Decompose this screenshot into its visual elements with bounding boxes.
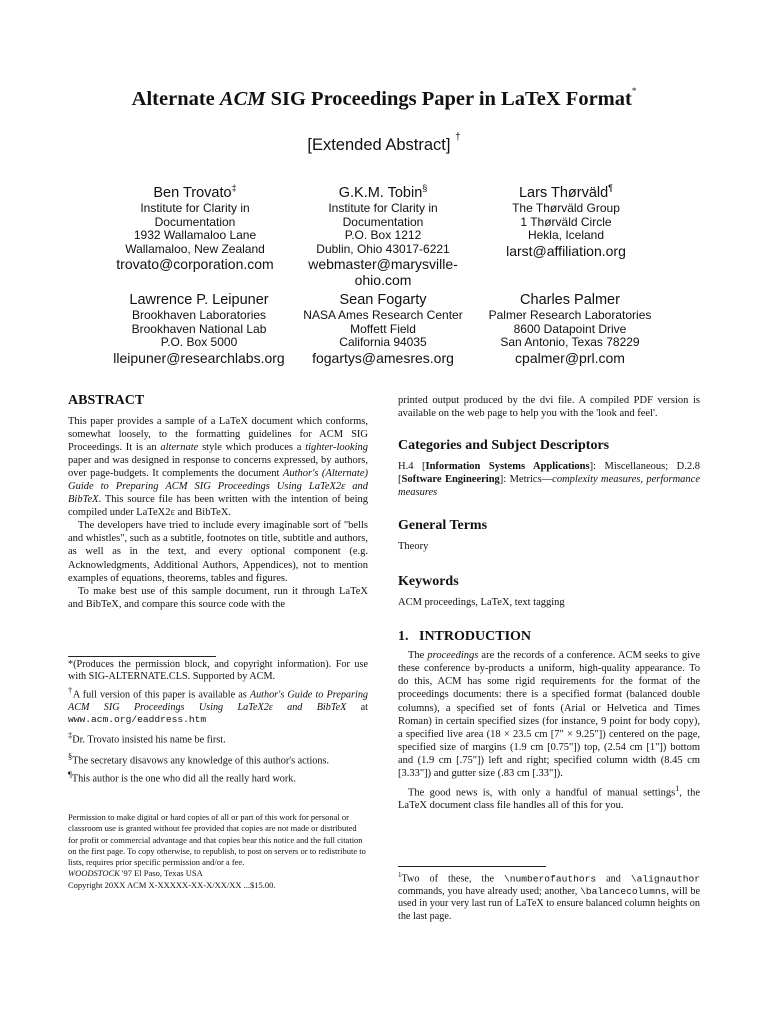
introduction-paragraph: The good news is, with only a handful of manual settings$^1$, the LaTeX document class file handles all of this for you.	[398, 783, 700, 812]
general-terms-heading: General Terms	[398, 518, 488, 534]
author-affiliation: Institute for Clarity in Documentation 1932 Wallamaloo Lane Wallamaloo, New Zealand	[125, 201, 265, 256]
author-name: Sean Fogarty	[339, 292, 427, 308]
footnote: $^1$Two of these, the \numberofauthors and \alignauthor commands, you have already used; another, \balancecolumns, will be used in your very last run of LaTeX to ensure balanced column heights on the last page.	[398, 871, 700, 922]
author-name: G.K.M. Tobin§	[338, 183, 428, 201]
footnote: ¶This author is the one who did all the really hard work.	[68, 769, 296, 785]
abstract-paragraph: This paper provides a sample of a LaTeX document which conforms, somewhat loosely, to the formatting guidelines for ACM SIG Proceedings. It is an alternate style which produces a tighter-looking paper and was designed in response to concerns expressed, by authors, over page-budgets. It complements the document Author's (Alternate) Guide to Preparing ACM SIG Proceedings Using LaTeX2ε and BibTeX. This source file has been written with the intention of being compiled under LaTeX2ε and BibTeX.	[68, 416, 368, 519]
author-name: Ben Trovato‡	[153, 183, 237, 201]
introduction-heading: 1. INTRODUCTION	[398, 629, 532, 645]
author-block	[478, 185, 654, 259]
author-affiliation: NASA Ames Research Center Moffett Field California 94035	[303, 308, 463, 350]
footnote: ‡Dr. Trovato insisted his name be first.	[68, 730, 226, 746]
categories-text: H.4 [Information Systems Applications]: Miscellaneous; D.2.8 [Software Engineering]: Metrics—complexity measures, performance measures	[398, 461, 700, 499]
author-email: fogartys@amesres.org	[312, 349, 454, 366]
abstract-heading: ABSTRACT	[68, 393, 145, 408]
footnote-rule	[68, 656, 216, 657]
copyright-line: Copyright 20XX ACM X-XXXXX-XX-X/XX/XX ...$15.00.	[68, 879, 276, 890]
footnote: *(Produces the permission block, and copyright information). For use with SIG-ALTERNATE.CLS. Supported by ACM.	[68, 659, 368, 683]
categories-heading: Categories and Subject Descriptors	[398, 438, 610, 454]
abstract-paragraph: The developers have tried to include every imaginable sort of "bells and whistles", such as a subtitle, footnotes on title, subtitle and authors, as well as in the text, and every optional component (e.g. Acknowledgments, Additional Authors, Appendices), not to mention examples of equations, theorems, tables and figures.	[68, 520, 368, 584]
footnote-rule	[398, 866, 546, 867]
paper-subtitle: [Extended Abstract] †	[307, 132, 461, 154]
introduction-paragraph: The proceedings are the records of a conference. ACM seeks to give these conference by-products a uniform, high-quality appearance. To do this, ACM has some rigid requirements for the format of the proceedings documents: there is a specified format (balanced double columns), a specified set of fonts (Arial or Helvetica and Times Roman) in certain specified sizes (for instance, 9 point for body copy), a specified live area (18 × 23.5 cm [7" × 9.25"]) centered on the page, specified size of margins (1.9 cm [0.75"]) top, (2.54 cm [1"]) bottom and (1.9 cm [.75"]) left and right; specified column width (8.45 cm [3.33"]) and gutter size (.83 cm [.33"]).	[398, 650, 700, 779]
author-block	[105, 292, 293, 366]
title-footnotes	[68, 659, 368, 786]
paper-title: Alternate ACM SIG Proceedings Paper in LaTeX Format*	[131, 86, 637, 110]
author-block	[293, 292, 473, 366]
author-affiliation: The Thørväld Group 1 Thørväld Circle Hekla, Iceland	[512, 201, 620, 243]
footnote: §The secretary disavows any knowledge of this author's actions.	[68, 751, 329, 767]
author-email: trovato@corporation.com	[116, 256, 274, 273]
abstract-paragraph: To make best use of this sample document, run it through LaTeX and BibTeX, and compare this source code with the	[68, 585, 368, 610]
author-email: lleipuner@researchlabs.org	[113, 349, 285, 366]
author-affiliation: Brookhaven Laboratories Brookhaven National Lab P.O. Box 5000	[131, 308, 267, 350]
author-email: cpalmer@prl.com	[515, 349, 625, 366]
author-affiliation: Institute for Clarity in Documentation P.O. Box 1212 Dublin, Ohio 43017-6221	[316, 201, 450, 256]
author-name: Charles Palmer	[520, 292, 620, 308]
author-email: larst@affiliation.org	[506, 242, 626, 259]
author-name: Lawrence P. Leipuner	[129, 292, 269, 308]
author-affiliation: Palmer Research Laboratories 8600 Datapoint Drive San Antonio, Texas 78229	[488, 308, 652, 350]
keywords-text: ACM proceedings, LaTeX, text tagging	[398, 597, 565, 609]
continued-text: printed output produced by the dvi file. A compiled PDF version is available on the web page to help you with the 'look and feel'.	[398, 395, 700, 420]
keywords-heading: Keywords	[398, 574, 459, 590]
intro-footnote	[398, 869, 700, 923]
left-column	[68, 393, 368, 611]
general-terms-text: Theory	[398, 541, 429, 553]
subtitle-footnote-mark: †	[455, 132, 461, 143]
author-name: Lars Thørväld¶	[518, 183, 614, 201]
author-block	[107, 185, 283, 272]
title-footnote-mark: *	[631, 86, 637, 96]
author-block	[476, 292, 664, 366]
author-email: webmaster@marysville-ohio.com	[308, 256, 458, 289]
permission-text: Permission to make digital or hard copies of all or part of this work for personal or classroom use is granted without fee provided that copies are not made or distributed for profit or commercial advantage and that copies bear this notice and the full citation on the first page. To copy otherwise, to republish, to post on servers or to redistribute to lists, requires prior specific permission and/or a fee.	[68, 812, 366, 868]
permission-block	[68, 812, 368, 891]
author-block	[295, 185, 471, 288]
right-column	[398, 394, 700, 812]
conference-info: WOODSTOCK '97 El Paso, Texas USA	[68, 868, 203, 879]
footnote: †A full version of this paper is available as Author's Guide to Preparing ACM SIG Proceedings Using LaTeX2ε and BibTeX at www.acm.org/eaddress.htm	[68, 684, 369, 726]
